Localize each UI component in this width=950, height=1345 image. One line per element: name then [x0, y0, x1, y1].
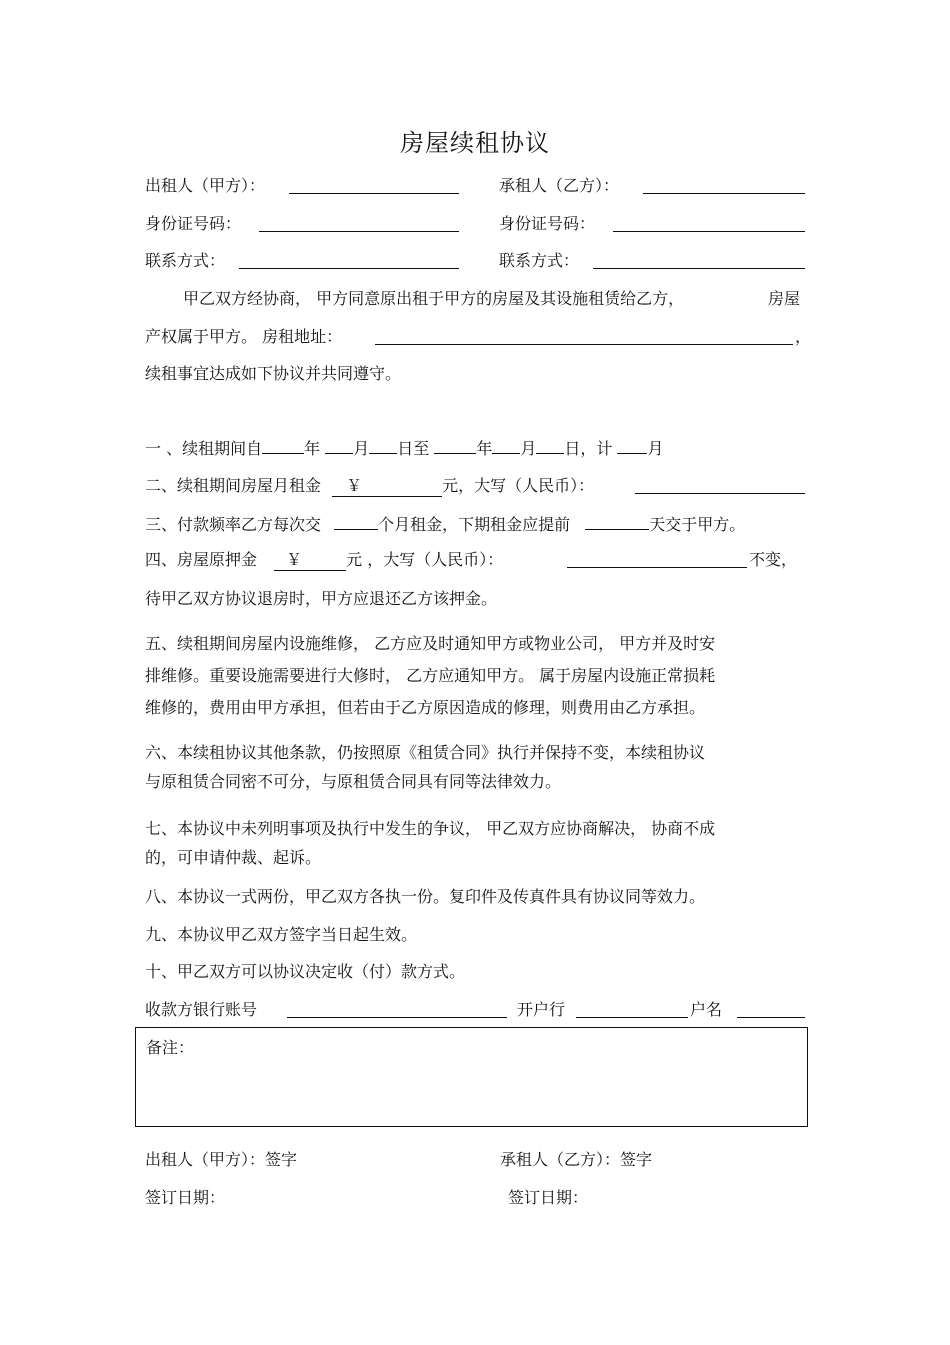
lessor-date-label: 签订日期： — [145, 1188, 226, 1207]
clause-6-line-2: 与原租赁合同密不可分，与原租赁合同具有同等法律效力。 — [145, 772, 562, 791]
lessee-id-label: 身份证号码： — [499, 214, 596, 233]
intro-line-1: 甲乙双方经协商， 甲方同意原出租于甲方的房屋及其设施租赁给乙方， — [183, 289, 685, 308]
rent-uppercase-blank — [635, 493, 805, 494]
lessor-signature-label: 出租人（甲方）：签字 — [145, 1150, 298, 1169]
lessee-signature-label: 承租人（乙方）：签字 — [500, 1150, 653, 1169]
bank-name-blank — [576, 1017, 688, 1018]
clause-5-line-3: 维修的，费用由甲方承担，但若由于乙方原因造成的修理，则费用由乙方承担。 — [145, 698, 706, 717]
start-year-blank — [262, 437, 304, 454]
lessee-contact-blank — [593, 268, 805, 269]
clause-7-line-1: 七、本协议中未列明事项及执行中发生的争议， 甲乙双方应协商解决， 协商不成 — [145, 819, 716, 838]
lessee-label: 承租人（乙方）： — [499, 176, 620, 195]
end-day-blank — [536, 437, 564, 454]
clause-7-line-2: 的，可申请仲裁、起诉。 — [145, 848, 322, 867]
bank-account-label: 收款方银行账号 — [145, 1000, 258, 1019]
clause-2: 二、续租期间房屋月租金 ￥ 元，大写（人民币）： — [145, 476, 595, 495]
lessee-name-blank — [643, 193, 805, 194]
clause-4: 四、房屋原押金 ￥ 元 ，大写（人民币）： — [145, 550, 504, 569]
clause-10: 十、甲乙双方可以协议决定收（付）款方式。 — [145, 962, 466, 981]
account-holder-blank — [737, 1017, 805, 1018]
end-year-blank — [434, 437, 476, 454]
clause-6-line-1: 六、本续租协议其他条款，仍按照原《租赁合同》执行并保持不变，本续租协议 — [145, 743, 706, 762]
lessee-contact-label: 联系方式： — [499, 251, 580, 270]
clause-9: 九、本协议甲乙双方签字当日起生效。 — [145, 925, 418, 944]
yen-sign: ￥ — [286, 550, 303, 569]
remarks-box — [135, 1027, 808, 1127]
lessor-contact-blank — [239, 268, 459, 269]
days-in-advance-blank — [585, 513, 649, 530]
bank-account-blank — [287, 1017, 507, 1018]
lessor-name-blank — [289, 193, 459, 194]
clause-5-line-1: 五、续租期间房屋内设施维修， 乙方应及时通知甲方或物业公司， 甲方并及时安 — [145, 634, 716, 653]
intro-line-3: 续租事宜达成如下协议并共同遵守。 — [145, 364, 402, 383]
end-month-blank — [492, 437, 520, 454]
deposit-blank — [274, 550, 346, 571]
address-blank — [375, 344, 793, 345]
yen-sign: ￥ — [346, 476, 363, 495]
months-per-payment-blank — [334, 513, 378, 530]
lessor-contact-label: 联系方式： — [145, 251, 226, 270]
intro-line-2-end: ， — [795, 327, 812, 346]
remarks-label: 备注： — [146, 1038, 195, 1057]
intro-line-1-end: 房屋 — [768, 289, 801, 308]
monthly-rent-blank — [332, 476, 442, 497]
months-total-blank — [617, 437, 647, 454]
clause-5-line-2: 排维修。重要设施需要进行大修时， 乙方应通知甲方。 属于房屋内设施正常损耗 — [145, 666, 716, 685]
clause-4-line-2: 待甲乙双方协议退房时，甲方应退还乙方该押金。 — [145, 589, 498, 608]
start-month-blank — [325, 437, 353, 454]
deposit-uppercase-blank — [567, 567, 747, 568]
clause-8: 八、本协议一式两份，甲乙双方各执一份。复印件及传真件具有协议同等效力。 — [145, 887, 706, 906]
account-holder-label: 户名 — [690, 1000, 723, 1019]
lessee-date-label: 签订日期： — [508, 1188, 589, 1207]
clause-4-end: 不变， — [749, 550, 798, 569]
start-day-blank — [369, 437, 397, 454]
lessor-id-blank — [259, 231, 459, 232]
document-title: 房屋续租协议 — [400, 129, 550, 157]
intro-line-2: 产权属于甲方。 房租地址： — [145, 327, 343, 346]
bank-name-label: 开户行 — [517, 1000, 566, 1019]
lessor-id-label: 身份证号码： — [145, 214, 242, 233]
clause-1: 一 、续租期间自 年 月 日至 年 月 日，计 月 — [145, 439, 664, 458]
lessor-label: 出租人（甲方）： — [145, 176, 266, 195]
lessee-id-blank — [613, 231, 805, 232]
clause-3: 三、付款频率乙方每次交 个月租金，下期租金应提前 天交于甲方。 — [145, 515, 746, 534]
